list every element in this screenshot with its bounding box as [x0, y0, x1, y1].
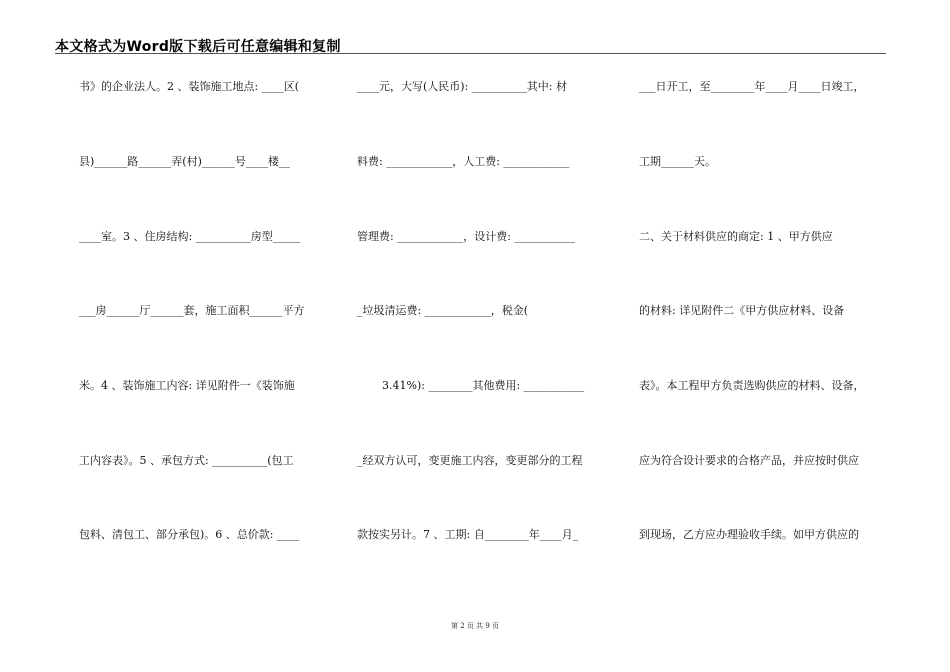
text-line: 管理费: ____________，设计费: ___________	[357, 230, 575, 243]
header-divider	[55, 53, 886, 54]
text-line: 县)______路______弄(村)______号____楼__	[79, 155, 290, 168]
text-line: 书》的企业法人。2 、装饰施工地点: ____区(	[79, 80, 299, 93]
text-line: 应为符合设计要求的合格产品，并应按时供应	[639, 454, 859, 467]
text-line: 二、关于材料供应的商定: 1 、甲方供应	[639, 230, 833, 243]
text-line: _经双方认可，变更施工内容，变更部分的工程	[357, 454, 583, 467]
text-line: 工内容表》。5 、承包方式: __________(包工	[79, 454, 294, 467]
text-line: ____室。3 、住房结构: __________房型_____	[79, 230, 301, 243]
text-line: 工期______天。	[639, 155, 716, 168]
text-line: 款按实另计。7 、工期: 自________年____月_	[357, 528, 579, 541]
text-line: ___日开工，至________年____月____日竣工，	[639, 80, 865, 93]
text-line: 的材料: 详见附件二《甲方供应材料、设备	[639, 304, 845, 317]
document-header-title: 本文格式为Word版下载后可任意编辑和复制	[55, 39, 341, 55]
text-line: 包料、清包工、部分承包)。6 、总价款: ____	[79, 528, 299, 541]
text-line: _垃圾清运费: ____________，税金(	[357, 304, 528, 317]
text-line: ____元，大写(人民币): __________其中: 材	[357, 80, 567, 93]
text-line: 料费: ____________，人工费: ____________	[357, 155, 570, 168]
text-line: 表》。本工程甲方负责选购供应的材料、设备，	[639, 379, 865, 392]
text-line: 3.41%): ________其他费用: ___________	[382, 379, 585, 392]
text-line: 米。4 、装饰施工内容: 详见附件一《装饰施	[79, 379, 295, 392]
text-line: ___房______厅______套，施工面积______平方	[79, 304, 305, 317]
page-number-footer: 第 2 页 共 9 页	[450, 622, 500, 630]
text-line: 到现场，乙方应办理验收手续。如甲方供应的	[639, 528, 859, 541]
